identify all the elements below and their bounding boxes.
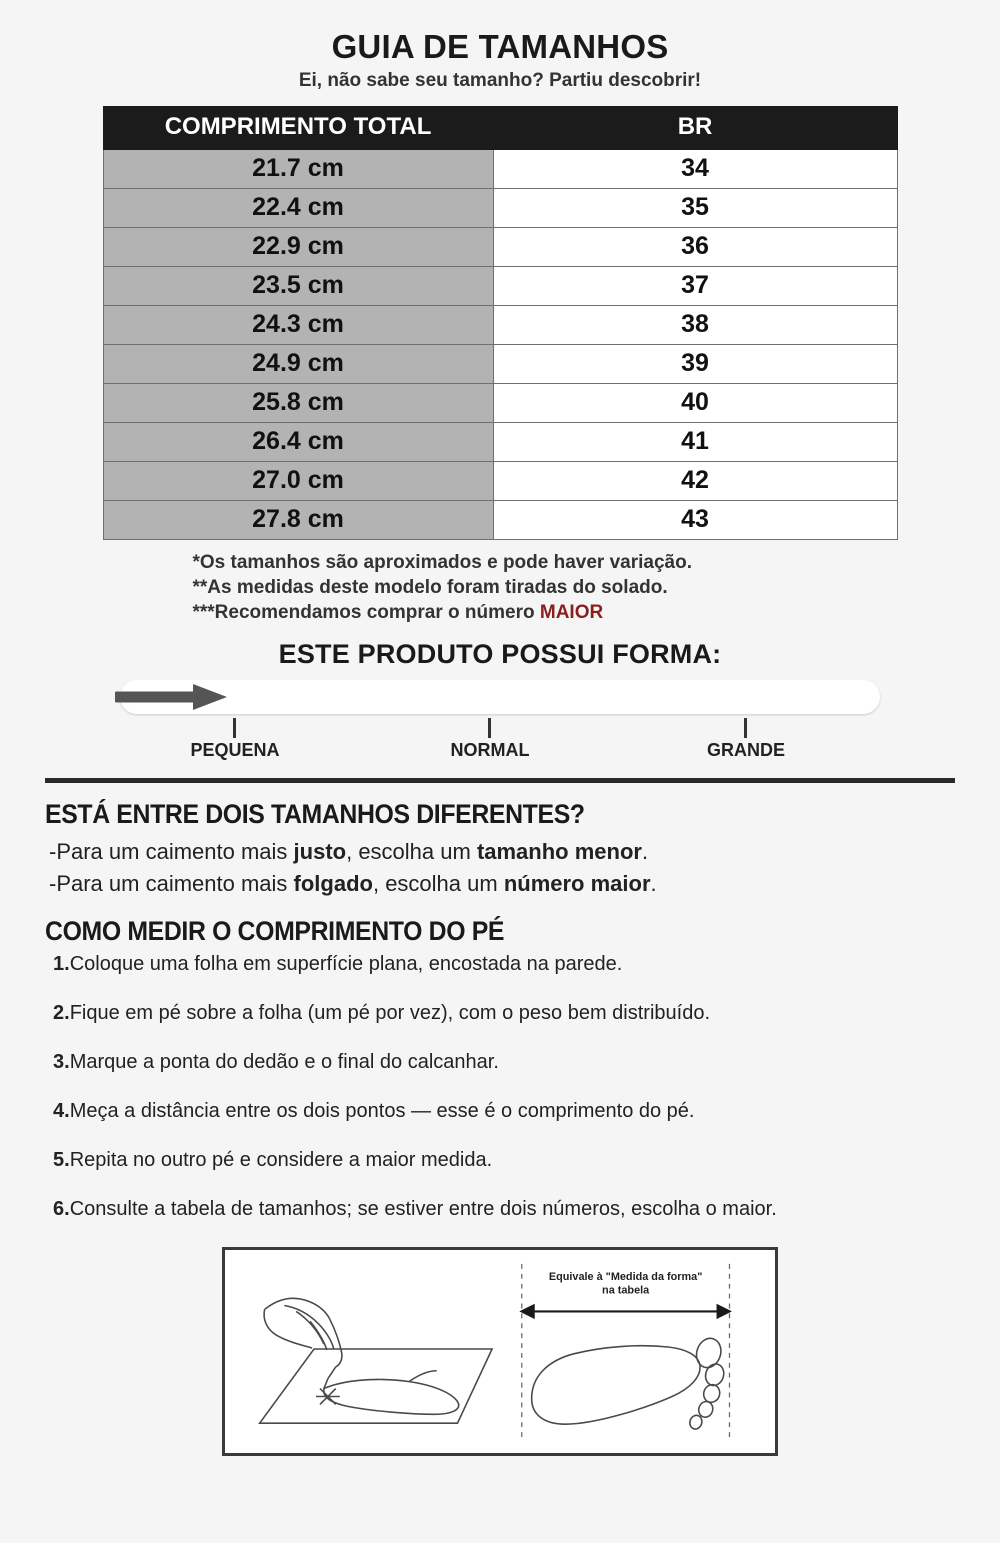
- table-header-row: [103, 107, 897, 150]
- between-sizes-section: [45, 799, 955, 1221]
- scale-labels: [110, 740, 890, 766]
- cell-length: 21.7 cm: [103, 150, 493, 189]
- measure-illustration: [222, 1247, 778, 1456]
- note-line-3: [193, 600, 898, 625]
- note-line-3-text: ***Recomendamos comprar o número: [192, 602, 540, 624]
- cell-br: 42: [493, 462, 897, 501]
- forma-scale: [110, 680, 890, 766]
- cell-length: 25.8 cm: [103, 384, 493, 423]
- cell-length: 24.9 cm: [103, 345, 493, 384]
- illustration-caption-line-1: Equivale à "Medida da forma": [548, 1270, 703, 1283]
- table-row: [103, 150, 897, 189]
- column-header-length: COMPRIMENTO TOTAL: [103, 107, 493, 150]
- between-sizes-heading: ESTÁ ENTRE DOIS TAMANHOS DIFERENTES?: [45, 799, 585, 830]
- step-number: 2.: [53, 1002, 70, 1025]
- table-row: [103, 423, 897, 462]
- table-row: [103, 267, 897, 306]
- cell-br: 34: [493, 150, 897, 189]
- step-number: 1.: [53, 953, 70, 976]
- list-item: [45, 1051, 955, 1074]
- between-sizes-line-2: [49, 868, 955, 900]
- text-fragment: , escolha um: [346, 839, 477, 865]
- forma-heading: ESTE PRODUTO POSSUI FORMA:: [278, 639, 722, 670]
- cell-length: 24.3 cm: [103, 306, 493, 345]
- cell-br: 35: [493, 189, 897, 228]
- note-line-2: **As medidas deste modelo foram tiradas do solado.: [192, 577, 668, 599]
- text-fragment: -Para um caimento mais: [49, 871, 294, 897]
- table-row: [103, 345, 897, 384]
- text-emphasis: número maior: [503, 871, 651, 897]
- list-item: [45, 1198, 955, 1221]
- cell-br: 41: [493, 423, 897, 462]
- table-row: [103, 189, 897, 228]
- illustration-caption-line-2: na tabela: [602, 1284, 650, 1297]
- step-text: Meça a distância entre os dois pontos — esse é o comprimento do pé.: [69, 1100, 695, 1123]
- table-body: [103, 150, 897, 540]
- page-subtitle: Ei, não sabe seu tamanho? Partiu descobrir!: [298, 70, 702, 91]
- cell-length: 22.9 cm: [103, 228, 493, 267]
- step-number: 4.: [53, 1100, 70, 1123]
- arrow-icon: [115, 684, 235, 710]
- cell-br: 40: [493, 384, 897, 423]
- how-to-measure-steps: [45, 953, 955, 1221]
- scale-label-normal: NORMAL: [450, 740, 530, 761]
- table-row: [103, 306, 897, 345]
- cell-length: 27.8 cm: [103, 501, 493, 540]
- text-fragment: , escolha um: [372, 871, 504, 897]
- step-text: Repita no outro pé e considere a maior medida.: [69, 1149, 493, 1172]
- size-table: [103, 106, 898, 540]
- table-row: [103, 228, 897, 267]
- section-divider: [45, 778, 955, 783]
- size-table-container: [103, 106, 898, 540]
- text-emphasis: justo: [293, 839, 347, 865]
- page-title: GUIA DE TAMANHOS: [331, 28, 669, 65]
- note-line-1: *Os tamanhos são aproximados e pode haver variação.: [192, 552, 692, 573]
- cell-length: 27.0 cm: [103, 462, 493, 501]
- step-number: 5.: [53, 1149, 70, 1172]
- text-fragment: .: [641, 839, 649, 865]
- cell-br: 37: [493, 267, 897, 306]
- note-highlight-maior: MAIOR: [539, 602, 604, 624]
- step-text: Coloque uma folha em superfície plana, encostada na parede.: [69, 953, 623, 976]
- step-text: Marque a ponta do dedão e o final do calcanhar.: [69, 1051, 499, 1074]
- between-sizes-line-1: [49, 836, 955, 868]
- foot-measure-diagram: [225, 1250, 775, 1448]
- step-number: 6.: [53, 1198, 70, 1221]
- table-notes: [103, 550, 898, 625]
- table-row: [103, 384, 897, 423]
- cell-length: 22.4 cm: [103, 189, 493, 228]
- cell-br: 38: [493, 306, 897, 345]
- text-fragment: .: [650, 871, 657, 897]
- table-row: [103, 462, 897, 501]
- column-header-br: BR: [493, 107, 897, 150]
- list-item: [45, 953, 955, 976]
- scale-label-grande: GRANDE: [706, 740, 786, 761]
- how-to-measure-heading: COMO MEDIR O COMPRIMENTO DO PÉ: [45, 916, 505, 947]
- text-fragment: -Para um caimento mais: [49, 839, 294, 865]
- between-sizes-body: [45, 836, 955, 900]
- cell-length: 26.4 cm: [103, 423, 493, 462]
- tick-normal: [488, 718, 491, 738]
- list-item: [45, 1002, 955, 1025]
- list-item: [45, 1149, 955, 1172]
- cell-br: 39: [493, 345, 897, 384]
- text-emphasis: tamanho menor: [476, 839, 642, 865]
- cell-length: 23.5 cm: [103, 267, 493, 306]
- cell-br: 36: [493, 228, 897, 267]
- tick-grande: [744, 718, 747, 738]
- step-text: Consulte a tabela de tamanhos; se estiver entre dois números, escolha o maior.: [69, 1198, 777, 1221]
- list-item: [45, 1100, 955, 1123]
- step-number: 3.: [53, 1051, 70, 1074]
- text-emphasis: folgado: [293, 871, 373, 897]
- tick-pequena: [233, 718, 236, 738]
- table-row: [103, 501, 897, 540]
- step-text: Fique em pé sobre a folha (um pé por vez), com o peso bem distribuído.: [69, 1002, 711, 1025]
- scale-label-pequena: PEQUENA: [190, 740, 280, 761]
- scale-ticks: [110, 718, 890, 740]
- cell-br: 43: [493, 501, 897, 540]
